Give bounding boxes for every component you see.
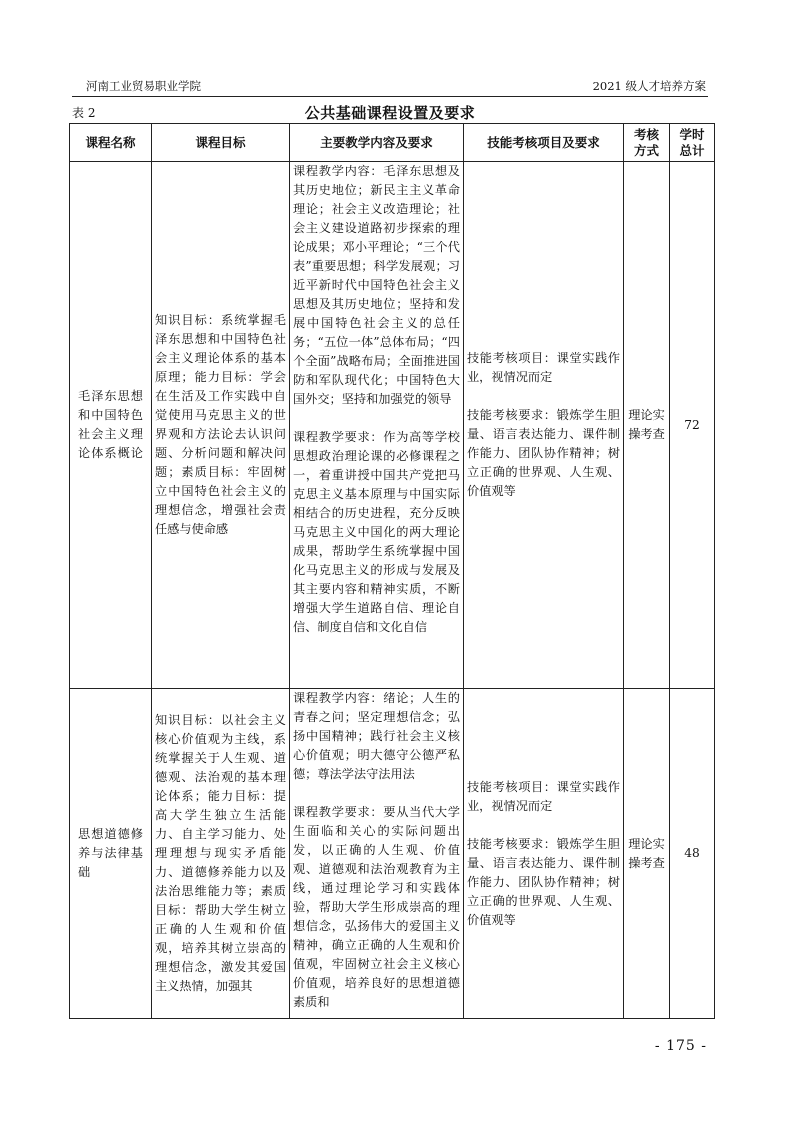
col-course-name: 课程名称 xyxy=(70,124,152,162)
col-content: 主要教学内容及要求 xyxy=(290,124,464,162)
total-hours: 48 xyxy=(670,689,715,1019)
skill-item: 技能考核项目：课堂实践作业，视情况而定 xyxy=(467,351,620,384)
skill-requirement: 技能考核要求：锻炼学生胆量、语言表达能力、课件制作能力、团队协作精神；树立正确的世界观、人生观、价值观等 xyxy=(467,408,620,498)
course-name: 毛泽东思想和中国特色社会主义理论体系概论 xyxy=(70,162,152,689)
table-header-row xyxy=(70,124,715,162)
table-label: 表 2 xyxy=(72,106,96,120)
col-skill: 技能考核项目及要求 xyxy=(464,124,624,162)
skill-assessment xyxy=(464,162,624,689)
course-goal: 知识目标：以社会主义核心价值观为主线，系统掌握关于人生观、道德观、法治观的基本理论体系；能力目标：提高大学生独立生活能力、自主学习能力、处理理想与现实矛盾能力、道德修养能力以及法治思维能力等；素质目标：帮助大学生树立正确的人生观和价值观，培养其树立崇高的理想信念，激发其爱国主义热情，加强其 xyxy=(152,689,290,1019)
course-table xyxy=(69,123,715,1019)
school-name: 河南工业贸易职业学院 xyxy=(86,79,201,93)
course-name: 思想道德修养与法律基础 xyxy=(70,689,152,1019)
col-course-goal: 课程目标 xyxy=(152,124,290,162)
page-number: - 175 - xyxy=(654,1038,707,1054)
skill-assessment xyxy=(464,689,624,1019)
table-row xyxy=(70,689,715,1019)
course-content xyxy=(290,162,464,689)
document-title: 2021 级人才培养方案 xyxy=(592,79,706,93)
table-title: 公共基础课程设置及要求 xyxy=(304,104,476,122)
table-row xyxy=(70,162,715,689)
col-method: 考核 方式 xyxy=(624,124,670,162)
requirement-text: 课程教学要求：要从当代大学生面临和关心的实际问题出发，以正确的人生观、价值观、道德观和法治观教育为主线，通过理论学习和实践体验，帮助大学生形成崇高的理想信念，弘扬伟大的爱国主义精神，确立正确的人生观和价值观，牢固树立社会主义核心价值观，培养良好的思想道德素质和 xyxy=(293,805,460,1009)
table-caption xyxy=(72,103,708,121)
col-hours: 学时 总计 xyxy=(670,124,715,162)
skill-item: 技能考核项目：课堂实践作业，视情况而定 xyxy=(467,779,620,813)
assessment-method: 理论实操考查 xyxy=(624,162,670,689)
page-header xyxy=(72,76,708,97)
content-text: 课程教学内容：绪论；人生的青春之问；坚定理想信念；弘扬中国精神；践行社会主义核心价值观；明大德守公德严私德；尊法学法守法用法 xyxy=(293,691,460,781)
requirement-text: 课程教学要求：作为高等学校思想政治理论课的必修课程之一，着重讲授中国共产党把马克思主义基本原理与中国实际相结合的历史进程，充分反映马克思主义中国化的两大理论成果，帮助学生系统掌握中国化马克思主义的形成与发展及其主要内容和精神实质，不断增强大学生道路自信、理论自信、制度自信和文化自信 xyxy=(293,430,460,634)
course-content xyxy=(290,689,464,1019)
skill-requirement: 技能考核要求：锻炼学生胆量、语言表达能力、课件制作能力、团队协作精神；树立正确的世界观、人生观、价值观等 xyxy=(467,836,620,927)
total-hours: 72 xyxy=(670,162,715,689)
content-text: 课程教学内容：毛泽东思想及其历史地位；新民主主义革命理论；社会主义改造理论；社会主义建设道路初步探索的理论成果；邓小平理论；“三个代表”重要思想；科学发展观；习近平新时代中国特色社会主义思想及其历史地位；坚持和发展中国特色社会主义的总任务；“五位一体”总体布局；“四个全面”战略布局；全面推进国防和军队现代化；中国特色大国外交；坚持和加强党的领导 xyxy=(293,164,460,406)
assessment-method: 理论实操考查 xyxy=(624,689,670,1019)
course-goal: 知识目标：系统掌握毛泽东思想和中国特色社会主义理论体系的基本原理；能力目标：学会在生活及工作实践中自觉使用马克思主义的世界观和方法论去认识问题、分析问题和解决问题；素质目标：牢固树立中国特色社会主义的理想信念，增强社会责任感与使命感 xyxy=(152,162,290,689)
